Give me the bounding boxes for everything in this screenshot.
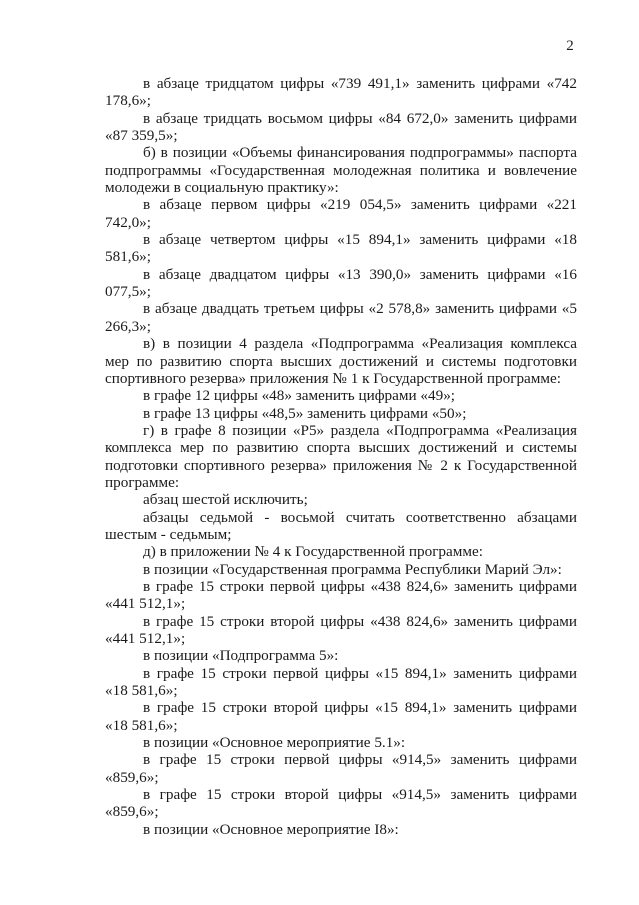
paragraph: в позиции «Основное мероприятие 5.1»: (143, 734, 406, 752)
paragraph: б) в позиции «Объемы финансирования подпрограммы» паспорта подпрограммы «Государственная молодежная политика и вовлечение молодежи в социальную практику»: (105, 144, 577, 197)
paragraph: в графе 13 цифры «48,5» заменить цифрами «50»; (143, 404, 467, 422)
paragraph: в графе 15 строки второй цифры «438 824,6» заменить цифрами «441 512,1»; (105, 612, 577, 647)
paragraph: г) в графе 8 позиции «Р5» раздела «Подпрограмма «Реализация комплекса мер по развитию спорта высших достижений и системы подготовки спортивного резерва» приложения № 2 к Государственной программе: (105, 421, 577, 491)
paragraph: в графе 15 строки первой цифры «15 894,1» заменить цифрами «18 581,6»; (105, 664, 577, 700)
paragraph: в абзаце тридцатом цифры «739 491,1» заменить цифрами «742 178,6»; (105, 75, 577, 110)
document-body (105, 75, 577, 838)
paragraph: абзац шестой исключить; (143, 491, 308, 509)
paragraph: в графе 12 цифры «48» заменить цифрами «49»; (143, 387, 456, 405)
paragraph: в абзаце тридцать восьмом цифры «84 672,0» заменить цифрами «87 359,5»; (105, 109, 577, 145)
paragraph: в) в позиции 4 раздела «Подпрограмма «Реализация комплекса мер по развитию спорта высших достижений и системы подготовки спортивного резерва» приложения № 1 к Государственной программе: (105, 335, 577, 387)
paragraph: в графе 15 строки второй цифры «914,5» заменить цифрами «859,6»; (105, 786, 577, 821)
paragraph: в абзаце первом цифры «219 054,5» заменить цифрами «221 742,0»; (105, 196, 577, 231)
paragraph: в позиции «Подпрограмма 5»: (143, 647, 339, 665)
paragraph: в абзаце четвертом цифры «15 894,1» заменить цифрами «18 581,6»; (105, 231, 577, 266)
paragraph: в позиции «Основное мероприятие I8»: (143, 820, 399, 838)
paragraph: в абзаце двадцать третьем цифры «2 578,8» заменить цифрами «5 266,3»; (105, 300, 577, 335)
paragraph: в графе 15 строки первой цифры «438 824,6» заменить цифрами «441 512,1»; (105, 577, 577, 613)
paragraph: в графе 15 строки первой цифры «914,5» заменить цифрами «859,6»; (105, 751, 577, 786)
paragraph: в позиции «Государственная программа Республики Марий Эл»: (143, 560, 562, 578)
paragraph: в абзаце двадцатом цифры «13 390,0» заменить цифрами «16 077,5»; (105, 265, 577, 301)
paragraph: д) в приложении № 4 к Государственной программе: (143, 543, 483, 561)
paragraph: абзацы седьмой - восьмой считать соответственно абзацами шестым - седьмым; (105, 508, 577, 543)
paragraph: в графе 15 строки второй цифры «15 894,1» заменить цифрами «18 581,6»; (105, 699, 577, 734)
page-number: 2 (566, 38, 574, 54)
